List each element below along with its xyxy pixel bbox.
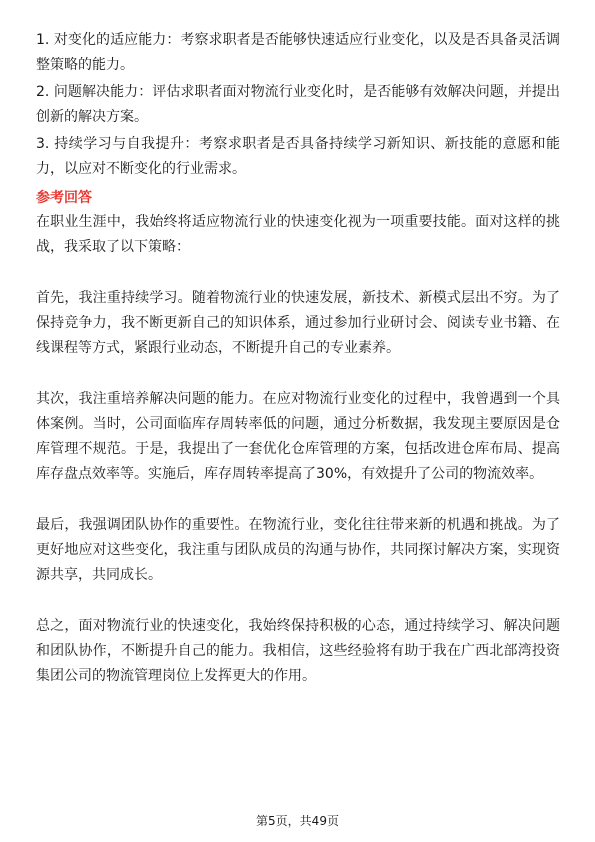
- page-content: [36, 28, 560, 715]
- criteria-item: 3. 持续学习与自我提升：考察求职者是否具备持续学习新知识、新技能的意愿和能力，以应对不断变化的行业需求。: [36, 136, 560, 177]
- criteria-item: 2. 问题解决能力：评估求职者面对物流行业变化时，是否能够有效解决问题，并提出创新的解决方案。: [36, 84, 560, 125]
- answer-paragraph: 其次，我注重培养解决问题的能力。在应对物流行业变化的过程中，我曾遇到一个具体案例。当时，公司面临库存周转率低的问题，通过分析数据，我发现主要原因是仓库管理不规范。于是，我提出了一套优化仓库管理的方案，包括改进仓库布局、提高库存盘点效率等。实施后，库存周转率提高了30%，有效提升了公司的物流效率。: [36, 391, 560, 482]
- answer-body: [36, 210, 560, 689]
- answer-section-title: 参考回答: [36, 190, 92, 206]
- answer-paragraph: 总之，面对物流行业的快速变化，我始终保持积极的心态，通过持续学习、解决问题和团队协作，不断提升自己的能力。我相信，这些经验将有助于我在广西北部湾投资集团公司的物流管理岗位上发挥更大的作用。: [36, 618, 560, 684]
- answer-paragraph: 首先，我注重持续学习。随着物流行业的快速发展，新技术、新模式层出不穷。为了保持竞争力，我不断更新自己的知识体系，通过参加行业研讨会、阅读专业书籍、在线课程等方式，紧跟行业动态，不断提升自己的专业素养。: [36, 290, 560, 356]
- answer-paragraph: 最后，我强调团队协作的重要性。在物流行业，变化往往带来新的机遇和挑战。为了更好地应对这些变化，我注重与团队成员的沟通与协作，共同探讨解决方案，实现资源共享，共同成长。: [36, 517, 560, 583]
- answer-paragraph: 在职业生涯中，我始终将适应物流行业的快速变化视为一项重要技能。面对这样的挑战，我采取了以下策略：: [36, 214, 560, 255]
- evaluation-criteria-list: [36, 28, 560, 182]
- page-number: 第5页，共49页: [256, 814, 339, 828]
- criteria-item: 1. 对变化的适应能力：考察求职者是否能够快速适应行业变化，以及是否具备灵活调整策略的能力。: [36, 32, 560, 73]
